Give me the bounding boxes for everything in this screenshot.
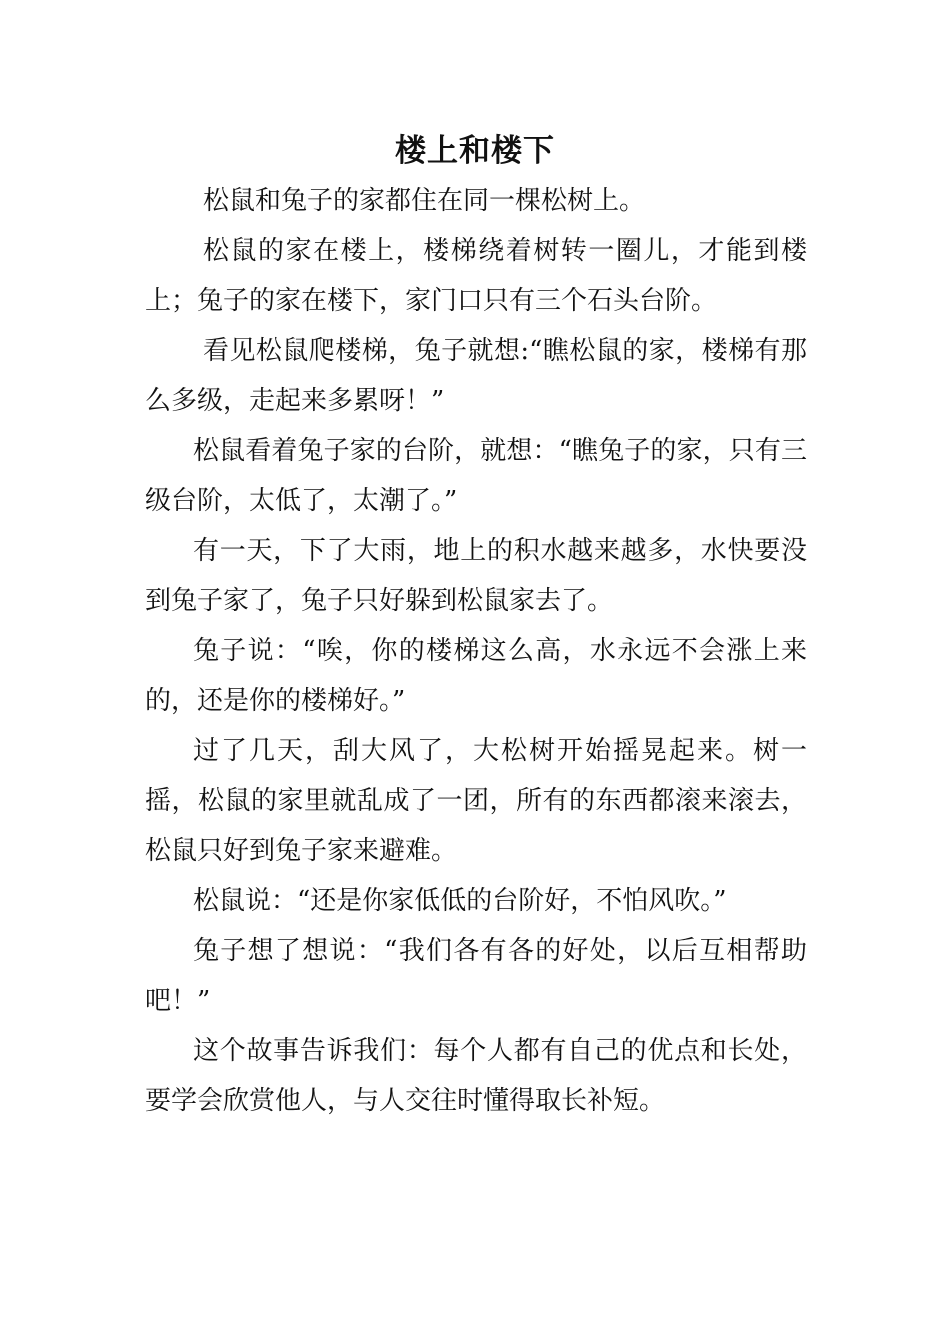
paragraph-7: 过了几天，刮大风了，大松树开始摇晃起来。树一摇，松鼠的家里就乱成了一团，所有的东西都滚来滚去，松鼠只好到兔子家来避难。 [145, 736, 807, 866]
paragraph-9: 兔子想了想说：“我们各有各的好处，以后互相帮助吧！” [145, 936, 807, 1016]
document-body [145, 176, 807, 1126]
paragraph-3: 看见松鼠爬楼梯，兔子就想:“瞧松鼠的家，楼梯有那么多级，走起来多累呀！” [145, 336, 807, 416]
document-title: 楼上和楼下 [395, 133, 555, 169]
paragraph-8: 松鼠说：“还是你家低低的台阶好，不怕风吹。” [193, 886, 727, 916]
paragraph-10: 这个故事告诉我们：每个人都有自己的优点和长处，要学会欣赏他人，与人交往时懂得取长补短。 [145, 1036, 807, 1116]
paragraph-5: 有一天，下了大雨，地上的积水越来越多，水快要没到兔子家了，兔子只好躲到松鼠家去了。 [145, 536, 807, 616]
paragraph-2: 松鼠的家在楼上，楼梯绕着树转一圈儿，才能到楼上；兔子的家在楼下，家门口只有三个石头台阶。 [145, 236, 807, 316]
paragraph-6: 兔子说：“唉，你的楼梯这么高，水永远不会涨上来的，还是你的楼梯好。” [145, 636, 807, 716]
paragraph-1: 松鼠和兔子的家都住在同一棵松树上。 [203, 186, 646, 216]
paragraph-4: 松鼠看着兔子家的台阶，就想：“瞧兔子的家，只有三级台阶，太低了，太潮了。” [145, 436, 807, 516]
